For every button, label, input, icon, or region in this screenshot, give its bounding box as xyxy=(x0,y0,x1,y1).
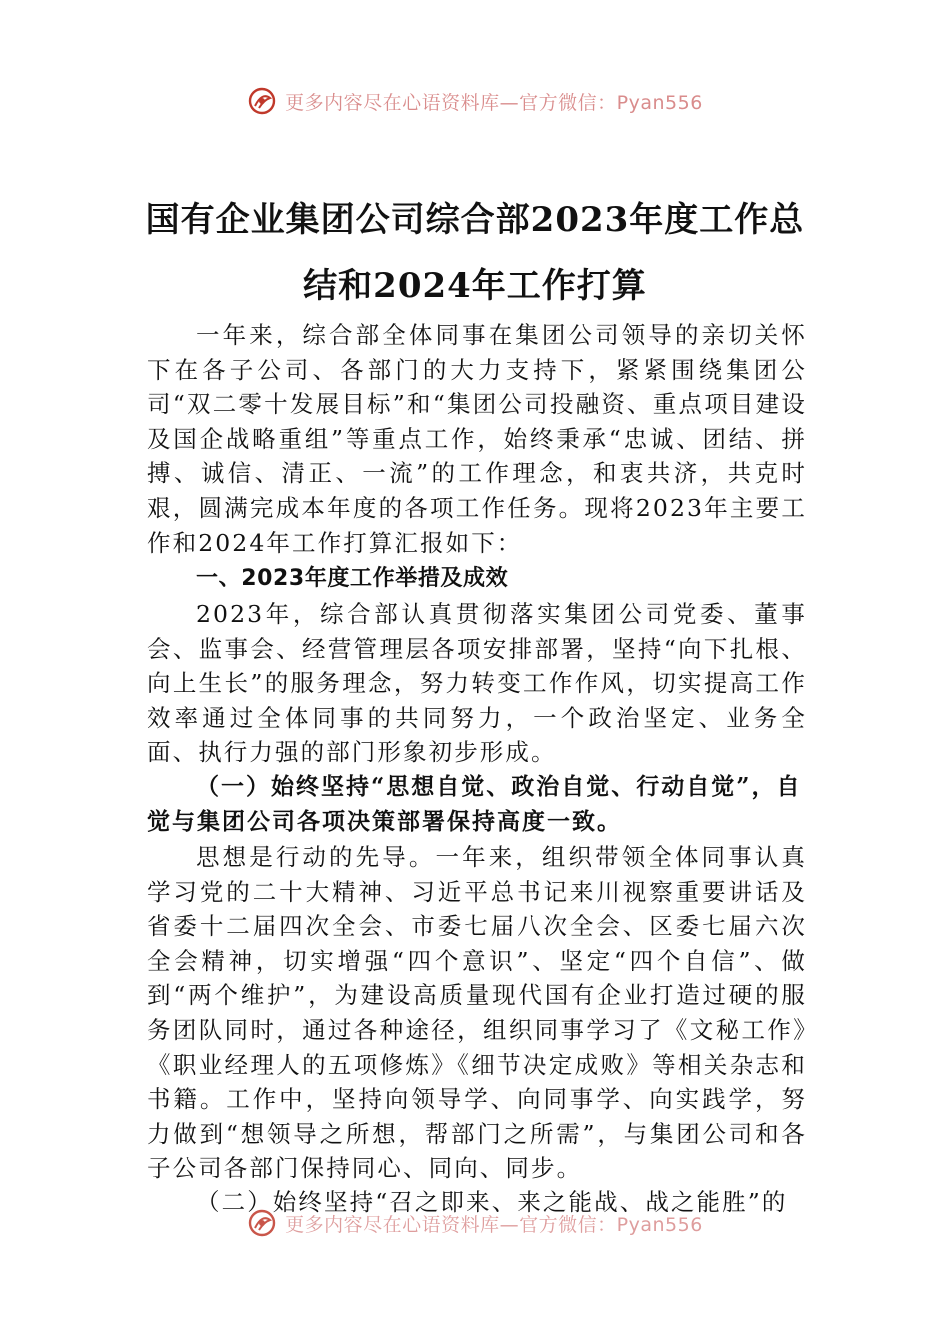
watermark-top xyxy=(0,86,950,116)
paragraph-2023-summary: 2023年，综合部认真贯彻落实集团公司党委、董事会、监事会、经营管理层各项安排部署，坚持“向下扎根、向上生长”的服务理念，努力转变工作作风，切实提高工作效率通过全体同事的共同努力，一个政治坚定、业务全面、执行力强的部门形象初步形成。 xyxy=(147,600,807,767)
section-heading-1: 一、2023年度工作举措及成效 xyxy=(196,566,509,591)
logo-seal-icon xyxy=(247,1208,277,1238)
watermark-text: 更多内容尽在心语资料库—官方微信：Pyan556 xyxy=(285,91,703,114)
document-title-line1: 国有企业集团公司综合部2023年度工作总 xyxy=(145,200,805,240)
document-title-line2: 结和2024年工作打算 xyxy=(303,266,647,306)
watermark-bottom xyxy=(0,1208,950,1238)
paragraph-thought: 思想是行动的先导。一年来，组织带领全体同事认真学习党的二十大精神、习近平总书记来川视察重要讲话及省委十二届四次全会、市委七届八次全会、区委七届六次全会精神，切实增强“四个意识”、坚定“四个自信”、做到“两个维护”，为建设高质量现代国有企业打造过硬的服务团队同时，通过各种途径，组织同事学习了《文秘工作》《职业经理人的五项修炼》《细节决定成败》等相关杂志和书籍。工作中，坚持向领导学、向同事学、向实践学，努力做到“想领导之所想，帮部门之所需”，与集团公司和各子公司各部门保持同心、同向、同步。 xyxy=(147,843,807,1183)
subsection-heading-1: （一）始终坚持“思想自觉、政治自觉、行动自觉”，自觉与集团公司各项决策部署保持高度一致。 xyxy=(147,773,802,835)
watermark-text: 更多内容尽在心语资料库—官方微信：Pyan556 xyxy=(285,1213,703,1236)
logo-seal-icon xyxy=(247,86,277,116)
paragraph-intro: 一年来，综合部全体同事在集团公司领导的亲切关怀下在各子公司、各部门的大力支持下，紧紧围绕集团公司“双二零十发展目标”和“集团公司投融资、重点项目建设及国企战略重组”等重点工作，始终秉承“忠诚、团结、拼搏、诚信、清正、一流”的工作理念，和衷共济，共克时艰，圆满完成本年度的各项工作任务。现将2023年主要工作和2024年工作打算汇报如下： xyxy=(147,321,807,557)
subsection-heading-2: （二）始终坚持“召之即来、来之能战、战之能胜”的 xyxy=(196,1188,788,1215)
